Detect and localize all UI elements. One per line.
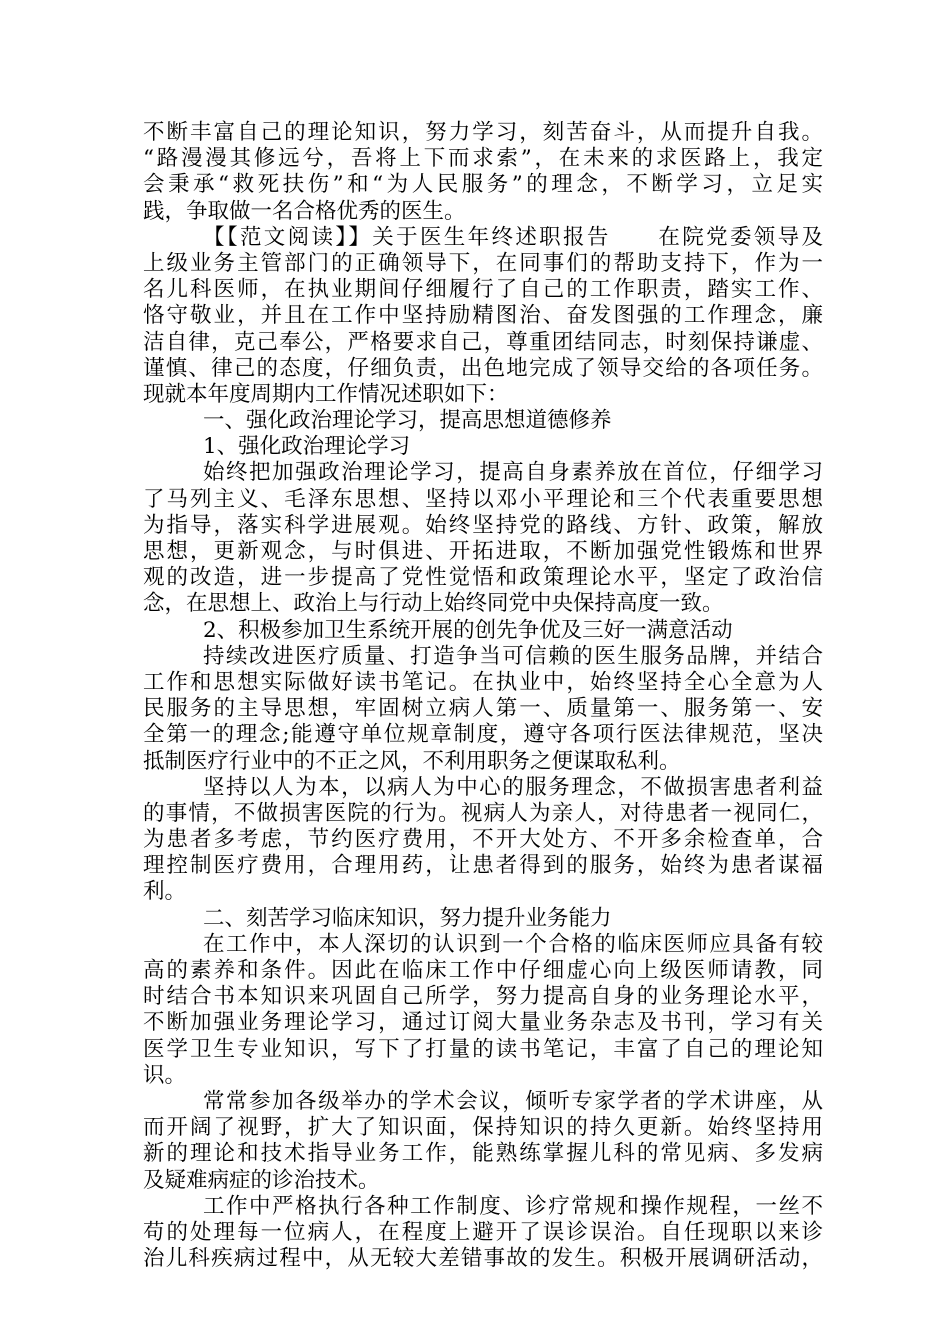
text-line: 工作中严格执行各种工作制度、诊疗常规和操作规程，一丝不 xyxy=(203,1193,823,1219)
text-line: 谨慎、律己的态度，仔细负责，出色地完成了领导交给的各项任务。 xyxy=(143,355,823,381)
text-line: 持续改进医疗质量、打造争当可信赖的医生服务品牌，并结合 xyxy=(203,643,823,669)
text-line: 为指导，落实科学进展观。始终坚持党的路线、方针、政策，解放 xyxy=(143,512,823,538)
text-line: 常常参加各级举办的学术会议，倾听专家学者的学术讲座，从 xyxy=(203,1088,823,1114)
text-line: 恪守敬业，并且在工作中坚持励精图治、奋发图强的工作理念，廉 xyxy=(143,303,823,329)
text-line: 民服务的主导思想，牢固树立病人第一、质量第一、服务第一、安 xyxy=(143,696,823,722)
text-line: 会秉承“救死扶伤”和“为人民服务”的理念，不断学习，立足实 xyxy=(143,172,823,198)
text-line: 理控制医疗费用，合理用药，让患者得到的服务，始终为患者谋福 xyxy=(143,853,823,879)
text-line: 工作和思想实际做好读书笔记。在执业中，始终坚持全心全意为人 xyxy=(143,669,823,695)
text-line: 践，争取做一名合格优秀的医生。 xyxy=(143,198,466,224)
text-line: 不断丰富自己的理论知识，努力学习，刻苦奋斗，从而提升自我。 xyxy=(143,120,823,145)
text-line: 2、积极参加卫生系统开展的创先争优及三好一满意活动 xyxy=(203,617,733,643)
text-line: 新的理论和技术指导业务工作，能熟练掌握儿科的常见病、多发病 xyxy=(143,1141,823,1167)
text-line: 了马列主义、毛泽东思想、坚持以邓小平理论和三个代表重要思想 xyxy=(143,486,823,512)
text-line: 高的素养和条件。因此在临床工作中仔细虚心向上级医师请教，同 xyxy=(143,958,823,983)
text-line: 观的改造，进一步提高了党性觉悟和政策理论水平，坚定了政治信 xyxy=(143,565,823,591)
text-line: 抵制医疗行业中的不正之风，不利用职务之便谋取私利。 xyxy=(143,748,681,774)
text-line: “路漫漫其修远兮，吾将上下而求索”，在未来的求医路上，我定 xyxy=(143,146,823,172)
text-line: 及疑难病症的诊治技术。 xyxy=(143,1167,380,1193)
text-line: 【【范文阅读】】关于医生年终述职报告 在院党委领导及 xyxy=(203,224,823,250)
text-line: 念，在思想上、政治上与行动上始终同党中央保持高度一致。 xyxy=(143,591,724,617)
text-line: 苟的处理每一位病人，在程度上避开了误诊误治。自任现职以来诊 xyxy=(143,1219,823,1245)
text-line: 的事情，不做损害医院的行为。视病人为亲人，对待患者一视同仁， xyxy=(143,800,823,826)
text-line: 医学卫生专业知识，写下了打量的读书笔记，丰富了自己的理论知 xyxy=(143,1036,823,1062)
text-line: 时结合书本知识来巩固自己所学，努力提高自身的业务理论水平， xyxy=(143,984,823,1010)
text-line: 始终把加强政治理论学习，提高自身素养放在首位，仔细学习 xyxy=(203,460,823,486)
text-line: 治儿科疾病过程中，从无较大差错事故的发生。积极开展调研活动， xyxy=(143,1246,823,1272)
text-line: 现就本年度周期内工作情况述职如下： xyxy=(143,381,509,407)
text-line: 名儿科医师，在执业期间仔细履行了自己的工作职责，踏实工作、 xyxy=(143,277,823,303)
text-line: 二、刻苦学习临床知识，努力提升业务能力 xyxy=(203,905,612,931)
text-line: 而开阔了视野，扩大了知识面，保持知识的持久更新。始终坚持用 xyxy=(143,1115,823,1141)
text-line: 坚持以人为本，以病人为中心的服务理念，不做损害患者利益 xyxy=(203,774,823,800)
text-line: 全第一的理念;能遵守单位规章制度，遵守各项行医法律规范，坚决 xyxy=(143,722,823,748)
text-line: 为患者多考虑，节约医疗费用，不开大处方、不开多余检查单，合 xyxy=(143,827,823,853)
text-line: 上级业务主管部门的正确领导下，在同事们的帮助支持下，作为一 xyxy=(143,250,823,276)
text-line: 洁自律，克己奉公，严格要求自己，尊重团结同志，时刻保持谦虚、 xyxy=(143,329,823,355)
text-line: 不断加强业务理论学习，通过订阅大量业务杂志及书刊，学习有关 xyxy=(143,1010,823,1036)
text-line: 识。 xyxy=(143,1062,187,1088)
text-line: 一、强化政治理论学习，提高思想道德修养 xyxy=(203,408,612,434)
text-line: 利。 xyxy=(143,879,187,905)
document-body xyxy=(143,120,823,1272)
text-line: 在工作中，本人深切的认识到一个合格的临床医师应具备有较 xyxy=(203,931,823,957)
text-line: 思想，更新观念，与时俱进、开拓进取，不断加强党性锻炼和世界 xyxy=(143,539,823,564)
text-line: 1、强化政治理论学习 xyxy=(203,434,411,460)
